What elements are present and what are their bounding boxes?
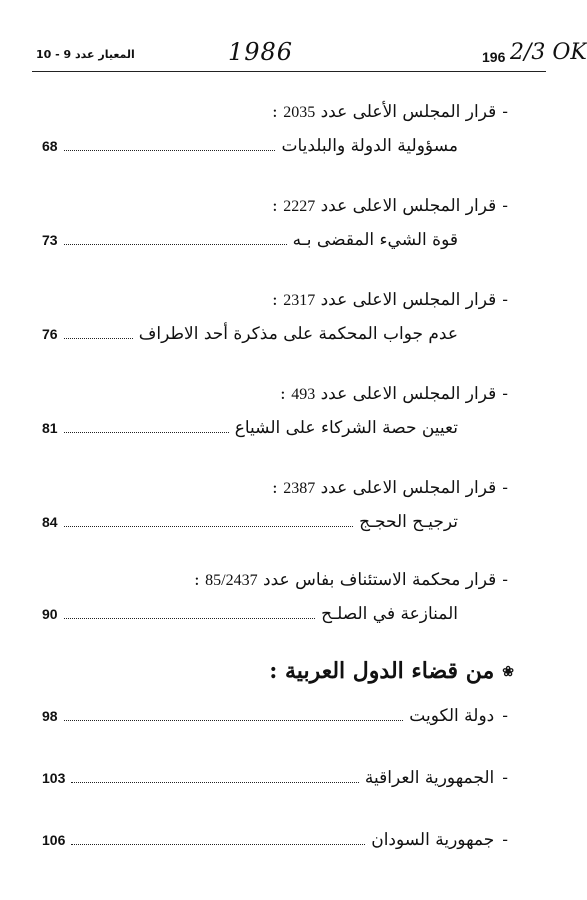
decision-number: 85/2437 [205, 572, 258, 589]
entry-heading-text: قرار محكمة الاستئناف بفاس عدد [263, 570, 497, 590]
entry-title: مسؤولية الدولة والبلديات [281, 136, 458, 156]
section-heading [269, 656, 514, 687]
entry-page-number: 81 [42, 420, 58, 436]
entry-page-number: 90 [42, 606, 58, 622]
bullet-dash: - [502, 478, 508, 498]
country-page-number: 106 [42, 832, 66, 848]
entry-heading-text: قرار المجلس الاعلى عدد [320, 478, 497, 498]
entry-page-number: 68 [42, 138, 58, 154]
country-name: جمهورية السودان [371, 830, 495, 850]
journal-issue-label: المعيار عدد 9 - 10 [36, 48, 135, 61]
entry-heading: -قرار المجلس الاعلى عدد 2227 : [272, 196, 508, 216]
entry-title-line [42, 322, 458, 346]
decision-number: 2317 [283, 292, 316, 309]
bullet-dash: - [502, 768, 508, 788]
entry-title: ترجيـح الحجـج [359, 512, 458, 532]
bullet-dash: - [502, 384, 508, 404]
bullet-dash: - [502, 102, 508, 122]
entry-title: تعيين حصة الشركاء على الشياع [234, 418, 458, 438]
dot-leader [64, 418, 229, 433]
entry-title-line [42, 228, 458, 252]
entry-heading: -قرار المجلس الأعلى عدد 2035 : [272, 102, 508, 122]
entry-title: عدم جواب المحكمة على مذكرة أحد الاطراف [138, 324, 458, 344]
entry-page-number: 84 [42, 514, 58, 530]
dot-leader [64, 136, 276, 151]
dot-leader [71, 768, 359, 783]
decision-number: 493 [291, 386, 316, 403]
handwritten-note: 2/3 OK [510, 40, 587, 65]
section-title: من قضاء الدول العربية : [269, 658, 495, 684]
bullet-dash: - [502, 196, 508, 216]
dot-leader [64, 706, 404, 721]
dot-leader [64, 512, 354, 527]
country-entry [42, 828, 508, 852]
entry-title-line [42, 134, 458, 158]
entry-title: قوة الشيء المقضى بـه [292, 230, 458, 250]
dot-leader [71, 830, 365, 845]
entry-heading-text: قرار المجلس الاعلى عدد [320, 196, 497, 216]
entry-title: المنازعة في الصلـح [321, 604, 458, 624]
bullet-dash: - [502, 830, 508, 850]
entry-heading-text: قرار المجلس الاعلى عدد [320, 384, 497, 404]
entry-heading: -قرار المجلس الاعلى عدد 493 : [280, 384, 508, 404]
dot-leader [64, 230, 287, 245]
country-name: الجمهورية العراقية [364, 768, 495, 788]
dot-leader [64, 604, 316, 619]
header-divider [32, 71, 546, 72]
bullet-dash: - [502, 290, 508, 310]
handwritten-year: 1986 [228, 38, 294, 66]
decision-number: 2387 [283, 480, 316, 497]
country-entry [42, 766, 508, 790]
entry-title-line [42, 602, 458, 626]
country-entry [42, 704, 508, 728]
entry-heading: -قرار المجلس الاعلى عدد 2387 : [272, 478, 508, 498]
entry-page-number: 76 [42, 326, 58, 342]
entry-heading: -قرار المجلس الاعلى عدد 2317 : [272, 290, 508, 310]
country-page-number: 103 [42, 770, 66, 786]
decision-number: 2035 [283, 104, 316, 121]
entry-heading-text: قرار المجلس الاعلى عدد [320, 290, 497, 310]
entry-page-number: 73 [42, 232, 58, 248]
entry-title-line [42, 416, 458, 440]
country-name: دولة الكويت [409, 706, 495, 726]
bullet-dash: - [502, 706, 508, 726]
entry-heading: -قرار محكمة الاستئناف بفاس عدد 85/2437 : [194, 570, 508, 590]
decision-number: 2227 [283, 198, 316, 215]
entry-heading-text: قرار المجلس الأعلى عدد [320, 102, 497, 122]
entry-title-line [42, 510, 458, 534]
page-number: 196 [482, 49, 506, 65]
flower-bullet-icon: ❀ [502, 664, 514, 680]
bullet-dash: - [502, 570, 508, 590]
dot-leader [64, 324, 133, 339]
country-page-number: 98 [42, 708, 58, 724]
